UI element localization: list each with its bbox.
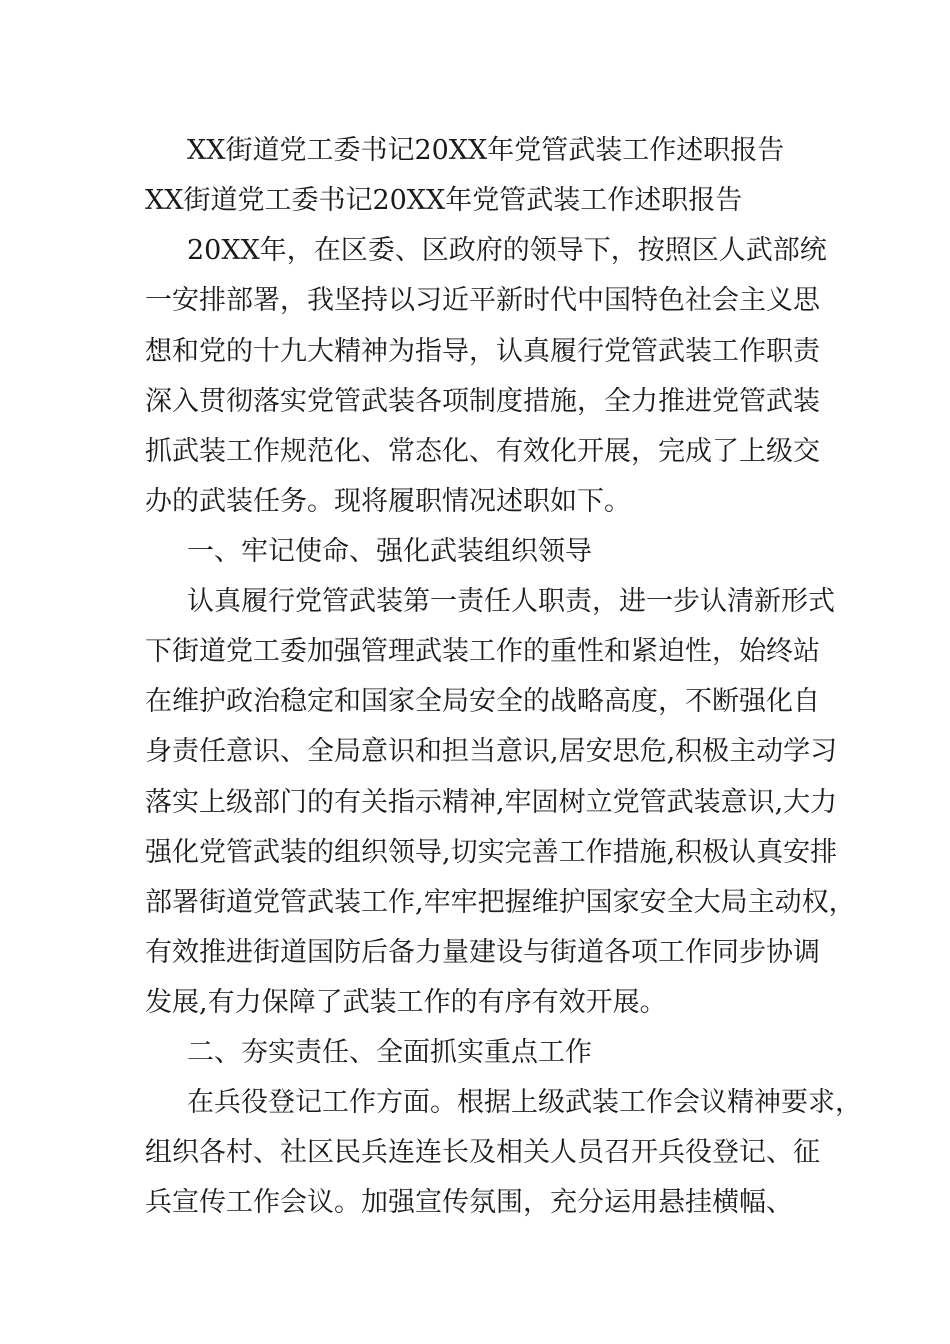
section1-line: 部署街道党管武装工作,牢牢把握维护国家安全大局主动权， bbox=[145, 887, 856, 918]
section1-line: 发展,有力保障了武装工作的有序有效开展。 bbox=[145, 987, 667, 1018]
document-title: XX街道党工委书记20XX年党管武装工作述职报告 bbox=[187, 135, 785, 166]
intro-line: 深入贯彻落实党管武装各项制度措施，全力推进党管武装 bbox=[145, 386, 820, 417]
section-heading: 一、牢记使命、强化武装组织领导 bbox=[187, 536, 592, 567]
section1-line: 强化党管武装的组织领导,切实完善工作措施,积极认真安排 bbox=[145, 837, 838, 868]
intro-line: 抓武装工作规范化、常态化、有效化开展，完成了上级交 bbox=[145, 436, 820, 467]
section1-line: 认真履行党管武装第一责任人职责，进一步认清新形式 bbox=[187, 586, 835, 617]
intro-line: 20XX年，在区委、区政府的领导下，按照区人武部统 bbox=[187, 235, 827, 266]
intro-line: 一安排部署，我坚持以习近平新时代中国特色社会主义思 bbox=[145, 285, 820, 316]
document-title-repeat: XX街道党工委书记20XX年党管武装工作述职报告 bbox=[145, 185, 743, 216]
intro-line: 办的武装任务。现将履职情况述职如下。 bbox=[145, 486, 631, 517]
section2-line: 兵宣传工作会议。加强宣传氛围，充分运用悬挂横幅、 bbox=[145, 1187, 793, 1218]
section1-line: 在维护政治稳定和国家全局安全的战略高度，不断强化自 bbox=[145, 686, 820, 717]
section1-line: 身责任意识、全局意识和担当意识,居安思危,积极主动学习 bbox=[145, 736, 838, 767]
section-heading: 二、夯实责任、全面抓实重点工作 bbox=[187, 1037, 592, 1068]
section2-line: 组织各村、社区民兵连连长及相关人员召开兵役登记、征 bbox=[145, 1137, 820, 1168]
section1-line: 有效推进街道国防后备力量建设与街道各项工作同步协调 bbox=[145, 937, 820, 968]
section2-line: 在兵役登记工作方面。根据上级武装工作会议精神要求， bbox=[187, 1087, 862, 1118]
intro-line: 想和党的十九大精神为指导，认真履行党管武装工作职责 bbox=[145, 336, 820, 367]
section1-line: 下街道党工委加强管理武装工作的重性和紧迫性，始终站 bbox=[145, 636, 820, 667]
section1-line: 落实上级部门的有关指示精神,牢固树立党管武装意识,大力 bbox=[145, 787, 838, 818]
